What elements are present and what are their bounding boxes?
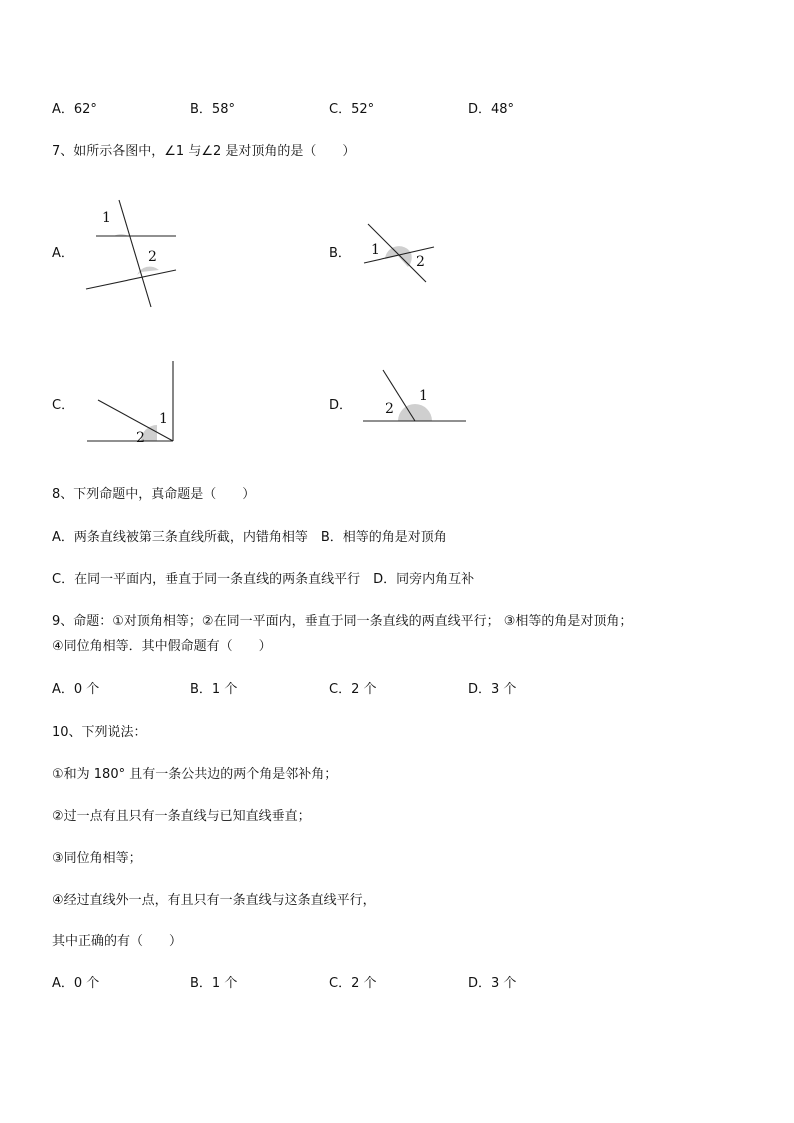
q7-figure-a-diagram bbox=[80, 195, 190, 310]
figure-b-angle2-label: 2 bbox=[416, 254, 425, 270]
q6-option-a: A．62° bbox=[52, 102, 97, 117]
figure-c-angle1-label: 1 bbox=[159, 411, 168, 427]
q10-item-4: ④经过直线外一点，有且只有一条直线与这条直线平行， bbox=[52, 893, 376, 908]
figure-d-angle2-label: 2 bbox=[385, 401, 394, 417]
q7-figure-b-diagram bbox=[360, 220, 440, 286]
q7-figure-b-label: B． bbox=[329, 246, 351, 261]
q9-stem-line-1: 9、命题：①对顶角相等；②在同一平面内，垂直于同一条直线的两直线平行； ③相等的角是对顶角； bbox=[52, 614, 633, 629]
figure-a-angle1-label: 1 bbox=[102, 210, 111, 226]
q8-stem: 8、下列命题中，真命题是（ ） bbox=[52, 487, 256, 502]
q10-option-c: C．2 个 bbox=[329, 976, 377, 991]
q9-option-b: B．1 个 bbox=[190, 682, 238, 697]
q7-figure-d-label: D． bbox=[329, 398, 353, 413]
q7-figure-c-diagram bbox=[84, 357, 180, 447]
q8-options-line-2: C．在同一平面内，垂直于同一条直线的两条直线平行 D．同旁内角互补 bbox=[52, 572, 475, 587]
figure-a-transversal bbox=[119, 200, 151, 307]
q7-figure-a-label: A． bbox=[52, 246, 74, 261]
figure-c-angle2-label: 2 bbox=[136, 430, 145, 446]
q10-item-2: ②过一点有且只有一条直线与已知直线垂直； bbox=[52, 809, 311, 824]
figure-a-line-bottom bbox=[86, 270, 176, 289]
q7-figure-b bbox=[360, 220, 440, 290]
figure-d-angle-shade bbox=[398, 404, 432, 421]
q6-option-c: C．52° bbox=[329, 102, 375, 117]
q6-option-d: D．48° bbox=[468, 102, 515, 117]
q7-figure-c bbox=[84, 357, 180, 451]
q10-item-1: ①和为 180° 且有一条公共边的两个角是邻补角； bbox=[52, 767, 338, 782]
q7-figure-c-label: C． bbox=[52, 398, 75, 413]
q9-option-d: D．3 个 bbox=[468, 682, 517, 697]
q10-option-a: A．0 个 bbox=[52, 976, 100, 991]
q7-stem: 7、如所示各图中，∠1 与∠2 是对顶角的是（ ） bbox=[52, 144, 356, 159]
q9-option-c: C．2 个 bbox=[329, 682, 377, 697]
q7-figure-a bbox=[80, 195, 190, 314]
figure-a-angle2-label: 2 bbox=[148, 249, 157, 265]
q10-option-b: B．1 个 bbox=[190, 976, 238, 991]
figure-b-angle1-label: 1 bbox=[371, 242, 380, 258]
figure-d-angle1-label: 1 bbox=[419, 388, 428, 404]
q10-option-d: D．3 个 bbox=[468, 976, 517, 991]
q7-figure-d-diagram bbox=[360, 365, 470, 427]
q9-stem-line-2: ④同位角相等．其中假命题有（ ） bbox=[52, 639, 272, 654]
q9-option-a: A．0 个 bbox=[52, 682, 100, 697]
q7-figure-d bbox=[360, 365, 470, 431]
q10-ask: 其中正确的有（ ） bbox=[52, 934, 183, 949]
q10-item-3: ③同位角相等； bbox=[52, 851, 142, 866]
q8-options-line-1: A．两条直线被第三条直线所截，内错角相等 B．相等的角是对顶角 bbox=[52, 530, 447, 545]
q10-stem: 10、下列说法： bbox=[52, 725, 147, 740]
q6-option-b: B．58° bbox=[190, 102, 235, 117]
